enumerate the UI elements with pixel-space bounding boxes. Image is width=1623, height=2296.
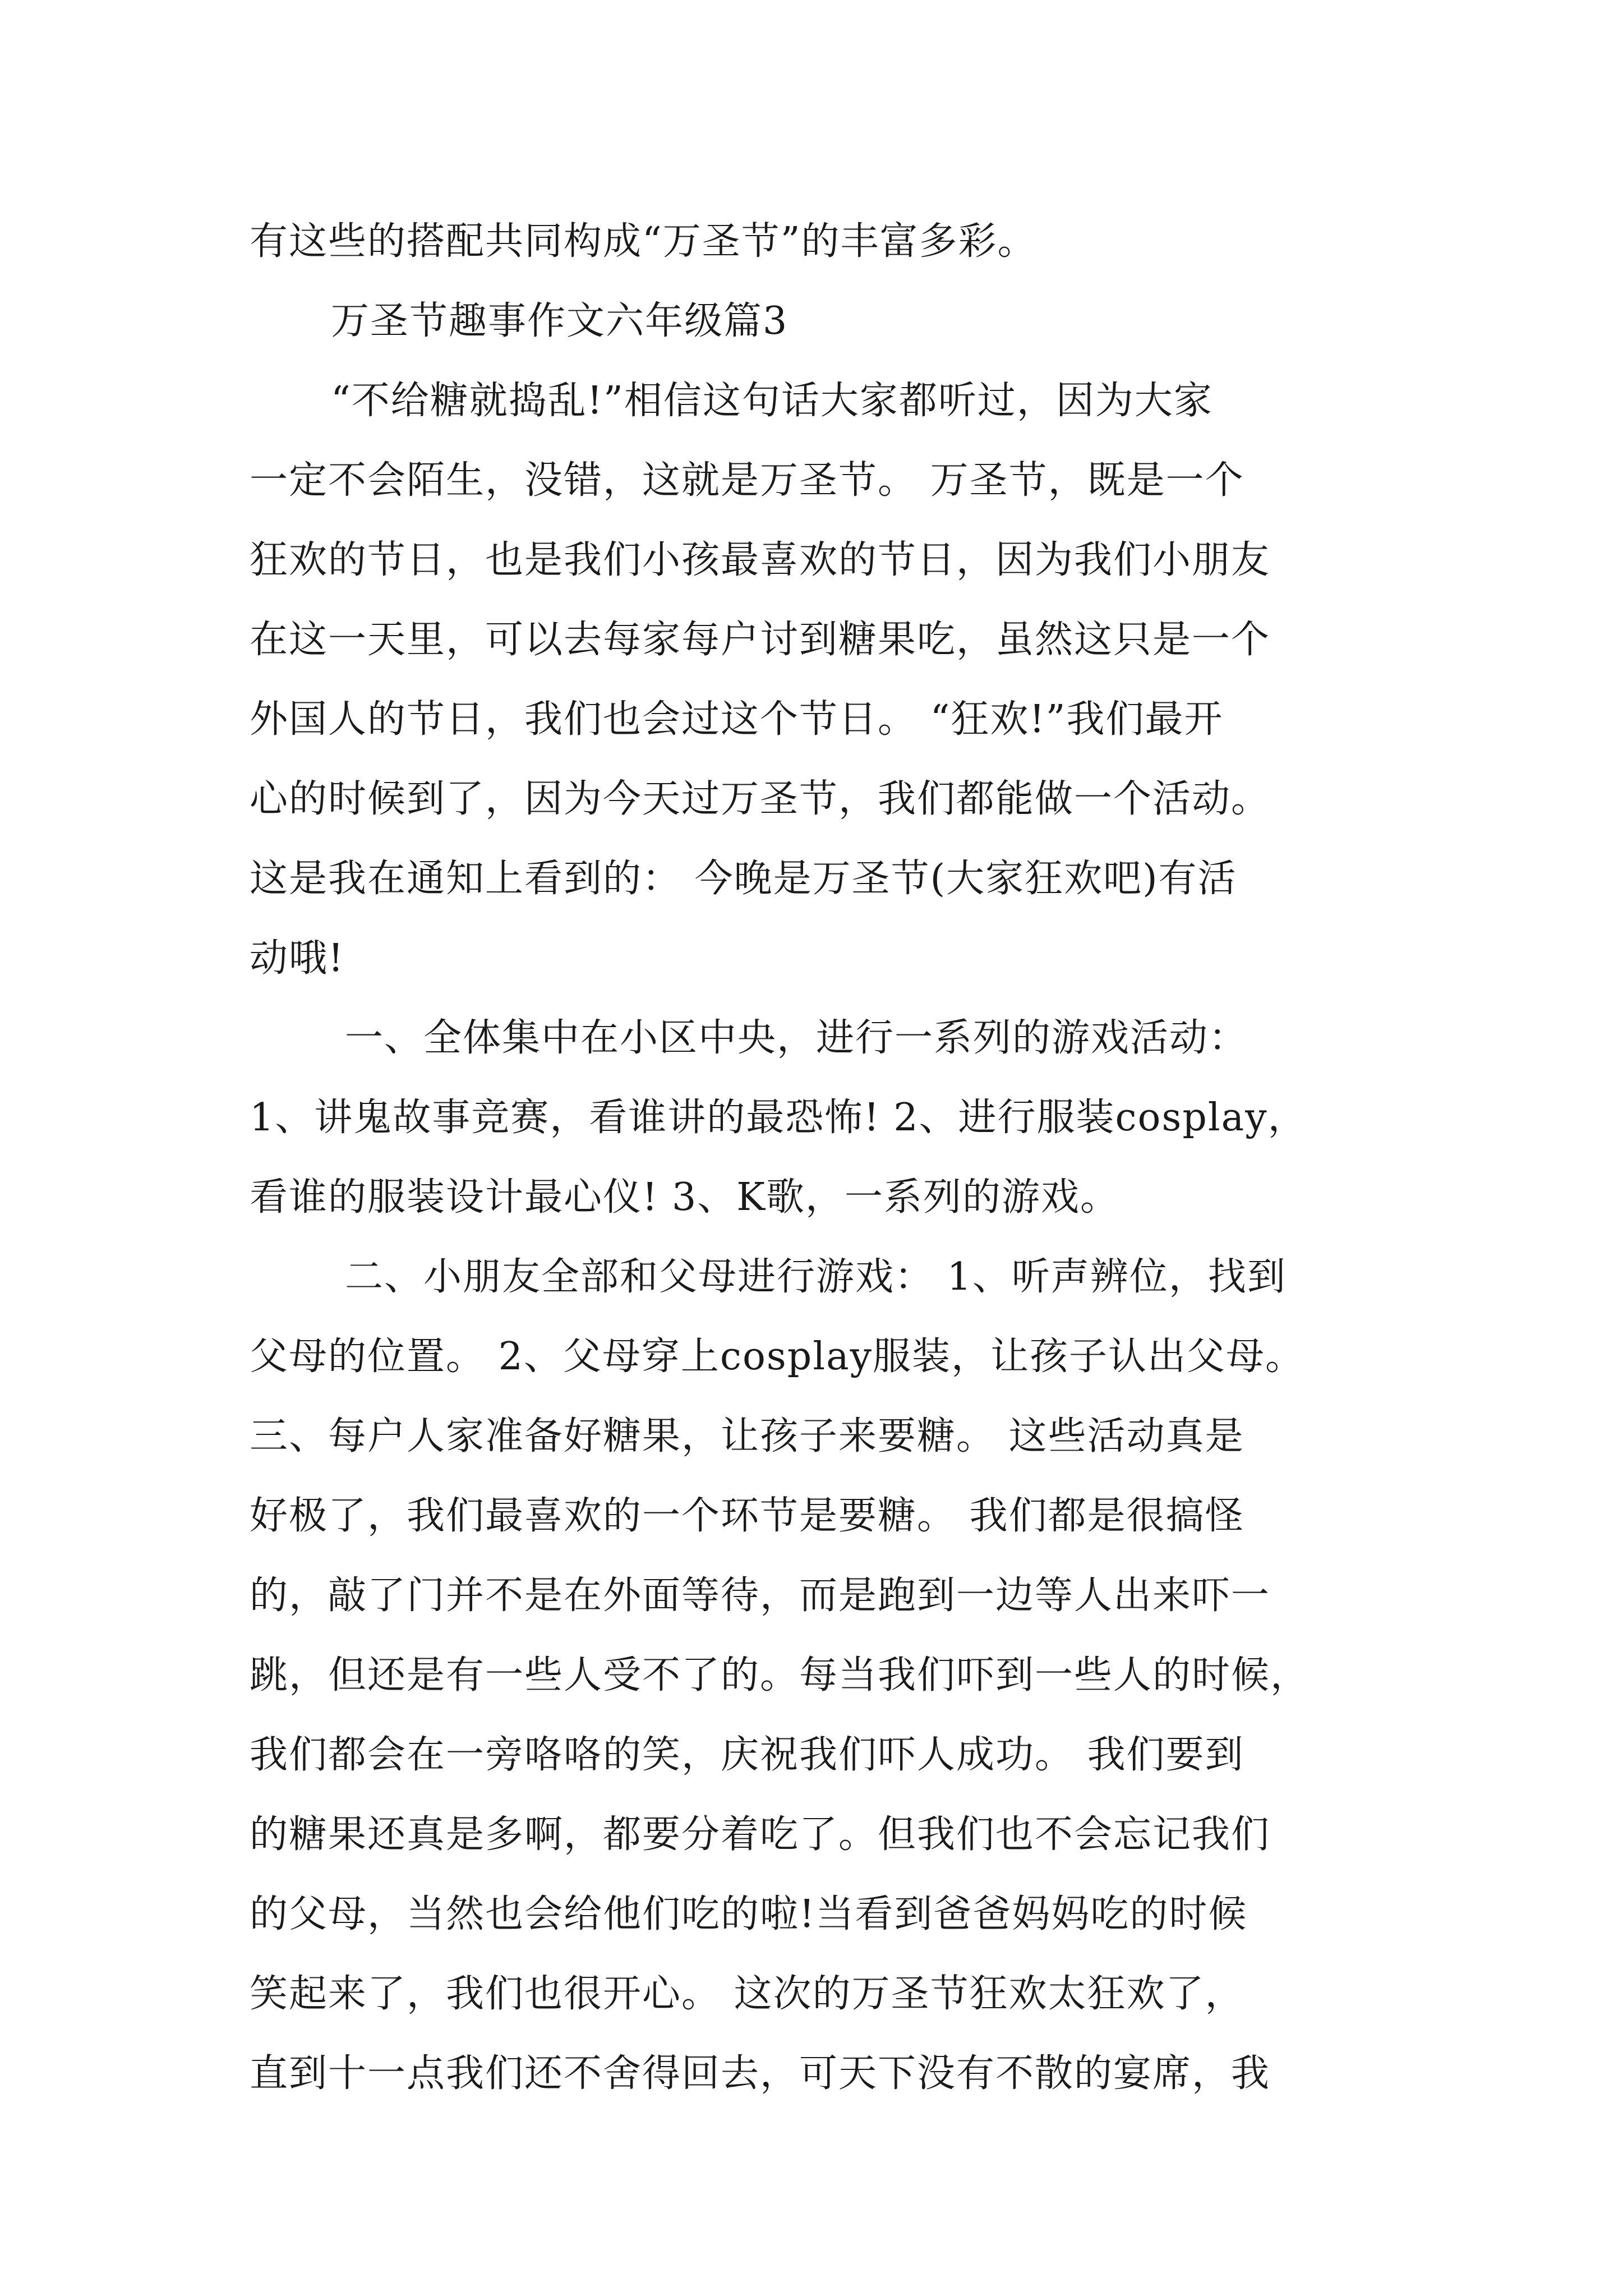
text-line: 的，敲了门并不是在外面等待，而是跑到一边等人出来吓一 — [250, 1573, 1271, 1618]
document-body — [250, 202, 1377, 2114]
section-heading: 万圣节趣事作文六年级篇3 — [331, 299, 789, 343]
text-line: “不给糖就捣乱!”相信这句话大家都听过，因为大家 — [331, 379, 1213, 423]
text-line: 1、讲鬼故事竞赛，看谁讲的最恐怖! 2、进行服装cosplay， — [250, 1096, 1307, 1140]
text-line: 在这一天里，可以去每家每户讨到糖果吃，虽然这只是一个 — [250, 618, 1271, 662]
text-line: 二、小朋友全部和父母进行游戏： 1、听声辨位，找到 — [345, 1255, 1287, 1299]
text-line: 有这些的搭配共同构成“万圣节”的丰富多彩。 — [250, 219, 1037, 264]
text-line: 外国人的节日，我们也会过这个节日。 “狂欢!”我们最开 — [250, 697, 1224, 742]
text-line: 直到十一点我们还不舍得回去，可天下没有不散的宴席，我 — [250, 2051, 1271, 2096]
text-line: 好极了，我们最喜欢的一个环节是要糖。 我们都是很搞怪 — [250, 1494, 1244, 1538]
text-line: 跳，但还是有一些人受不了的。每当我们吓到一些人的时候， — [250, 1653, 1310, 1697]
text-line: 这是我在通知上看到的： 今晚是万圣节(大家狂欢吧)有活 — [250, 857, 1237, 901]
text-line: 父母的位置。 2、父母穿上cosplay服装，让孩子认出父母。 — [250, 1335, 1305, 1379]
text-line: 三、每户人家准备好糖果，让孩子来要糖。 这些活动真是 — [250, 1414, 1244, 1458]
text-line: 心的时候到了，因为今天过万圣节，我们都能做一个活动。 — [250, 777, 1271, 821]
text-line: 笑起来了，我们也很开心。 这次的万圣节狂欢太狂欢了， — [250, 1972, 1244, 2016]
text-line: 一、全体集中在小区中央，进行一系列的游戏活动： — [345, 1016, 1248, 1060]
text-line: 的糖果还真是多啊，都要分着吃了。但我们也不会忘记我们 — [250, 1812, 1271, 1857]
text-line: 狂欢的节日，也是我们小孩最喜欢的节日，因为我们小朋友 — [250, 538, 1271, 582]
text-line: 一定不会陌生，没错，这就是万圣节。 万圣节，既是一个 — [250, 458, 1244, 503]
text-line: 的父母，当然也会给他们吃的啦!当看到爸爸妈妈吃的时候 — [250, 1892, 1248, 1936]
text-line: 我们都会在一旁咯咯的笑，庆祝我们吓人成功。 我们要到 — [250, 1733, 1244, 1777]
text-line: 看谁的服装设计最心仪! 3、K歌，一系列的游戏。 — [250, 1175, 1120, 1220]
text-line: 动哦! — [250, 936, 345, 981]
